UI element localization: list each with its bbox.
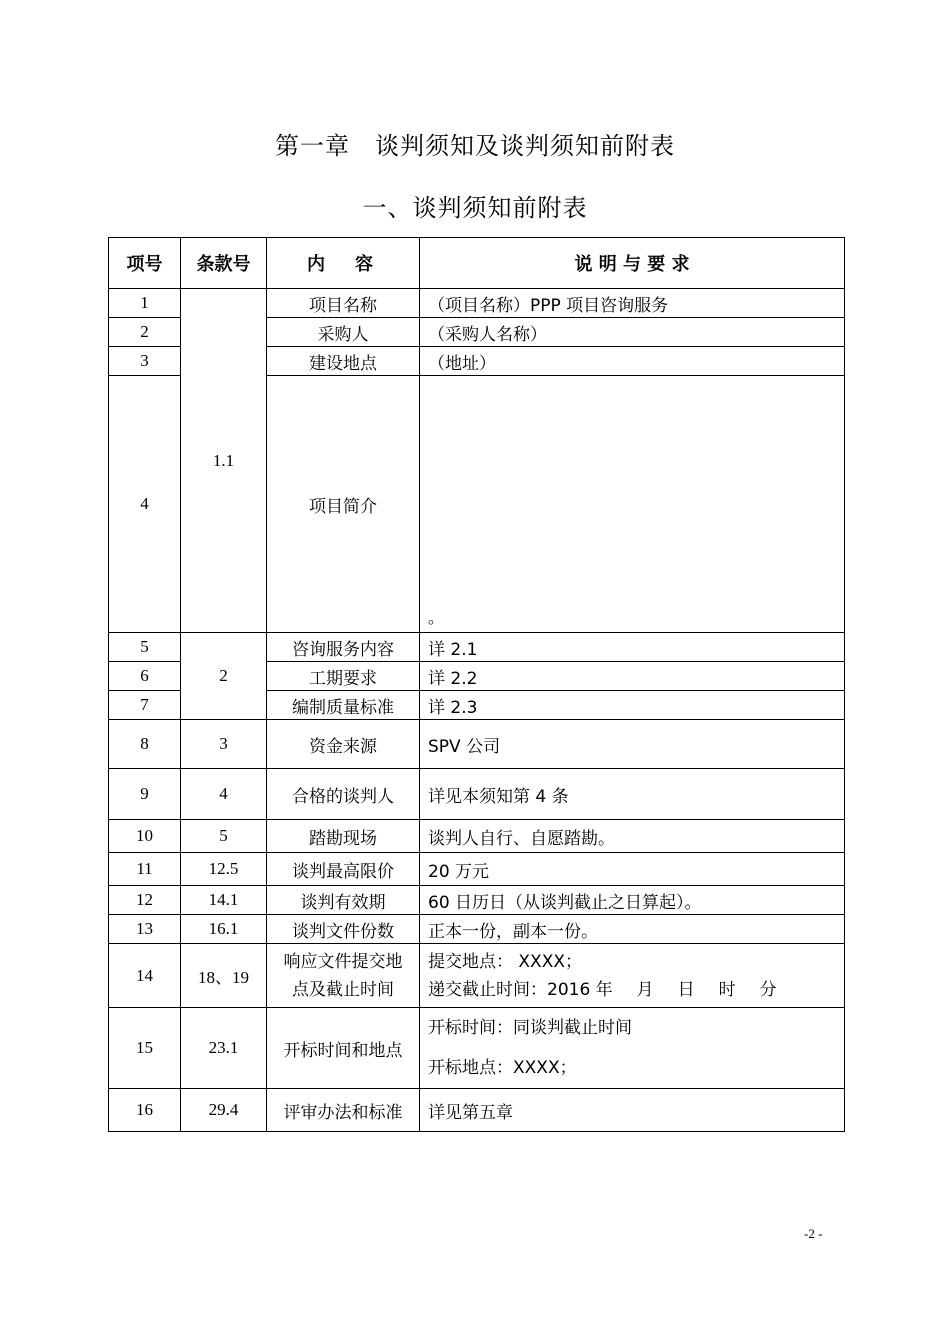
row-item [267, 944, 420, 1008]
row-clause: 29.4 [181, 1089, 267, 1132]
row-desc: 详见本须知第 4 条 [420, 769, 845, 820]
row-desc: 详 2.1 [420, 633, 845, 662]
deadline-day: 日 [677, 979, 695, 1000]
deadline-hour: 时 [718, 979, 736, 1000]
row-no: 9 [109, 769, 181, 820]
table-row [109, 915, 845, 944]
row-desc [420, 1008, 845, 1089]
row-clause: 12.5 [181, 853, 267, 886]
row-desc: 60 日历日（从谈判截止之日算起）。 [420, 886, 845, 915]
header-item-no: 项号 [109, 238, 181, 289]
deadline-minute: 分 [759, 979, 777, 1000]
row-desc: （地址） [420, 347, 845, 376]
table-row [109, 633, 845, 662]
row-item: 采购人 [267, 318, 420, 347]
row-item: 资金来源 [267, 720, 420, 769]
row-clause: 2 [181, 633, 267, 720]
row-item: 建设地点 [267, 347, 420, 376]
table-row [109, 886, 845, 915]
table-row [109, 769, 845, 820]
row-desc-line2: 开标地点：XXXX； [428, 1058, 577, 1078]
row-desc: 谈判人自行、自愿踏勘。 [420, 820, 845, 853]
header-clause-no: 条款号 [181, 238, 267, 289]
header-content: 内 容 [267, 238, 420, 289]
row-desc: 详 2.2 [420, 662, 845, 691]
row-clause: 1.1 [181, 289, 267, 633]
table-row [109, 720, 845, 769]
row-no: 1 [109, 289, 181, 318]
row-desc: 。 [428, 608, 445, 627]
row-no: 5 [109, 633, 181, 662]
row-clause: 18、19 [181, 944, 267, 1008]
project-intro-cell [420, 376, 845, 633]
row-clause: 16.1 [181, 915, 267, 944]
row-item: 踏勘现场 [267, 820, 420, 853]
row-no: 11 [109, 853, 181, 886]
row-desc: SPV 公司 [420, 720, 845, 769]
row-desc: 详 2.3 [420, 691, 845, 720]
row-desc-line1: 开标时间：同谈判截止时间 [428, 1018, 632, 1038]
row-desc: （项目名称）PPP 项目咨询服务 [420, 289, 845, 318]
table-header-row [109, 238, 845, 289]
row-desc-line1: 提交地点： XXXX； [428, 951, 582, 972]
row-no: 2 [109, 318, 181, 347]
table-row [109, 289, 845, 318]
table-row [109, 853, 845, 886]
row-item: 咨询服务内容 [267, 633, 420, 662]
row-no: 16 [109, 1089, 181, 1132]
row-desc: （采购人名称） [420, 318, 845, 347]
row-no: 7 [109, 691, 181, 720]
row-desc-line2 [428, 976, 844, 1004]
row-clause: 23.1 [181, 1008, 267, 1089]
row-no: 8 [109, 720, 181, 769]
section-title: 一、谈判须知前附表 [362, 194, 588, 222]
row-no: 10 [109, 820, 181, 853]
table-row [109, 1089, 845, 1132]
table-row [109, 944, 845, 1008]
row-item-line1: 响应文件提交地 [283, 951, 403, 972]
row-no: 6 [109, 662, 181, 691]
row-no: 3 [109, 347, 181, 376]
page-number: -2 - [804, 1226, 823, 1241]
row-no: 13 [109, 915, 181, 944]
row-item-line2: 点及截止时间 [292, 979, 394, 1000]
row-item: 谈判有效期 [267, 886, 420, 915]
row-clause: 4 [181, 769, 267, 820]
row-item: 开标时间和地点 [267, 1008, 420, 1089]
table-row [109, 1008, 845, 1089]
row-clause: 5 [181, 820, 267, 853]
deadline-month: 月 [636, 979, 654, 1000]
row-no: 14 [109, 944, 181, 1008]
row-clause: 14.1 [181, 886, 267, 915]
row-item: 合格的谈判人 [267, 769, 420, 820]
row-item: 谈判文件份数 [267, 915, 420, 944]
chapter-title: 第一章 谈判须知及谈判须知前附表 [275, 132, 675, 160]
row-no: 12 [109, 886, 181, 915]
row-item: 编制质量标准 [267, 691, 420, 720]
row-item: 谈判最高限价 [267, 853, 420, 886]
header-description: 说 明 与 要 求 [420, 238, 845, 289]
table-row [109, 820, 845, 853]
row-item: 项目名称 [267, 289, 420, 318]
row-desc: 正本一份，副本一份。 [420, 915, 845, 944]
row-desc: 详见第五章 [420, 1089, 845, 1132]
row-no: 15 [109, 1008, 181, 1089]
row-item: 评审办法和标准 [267, 1089, 420, 1132]
row-clause: 3 [181, 720, 267, 769]
row-item: 项目简介 [267, 376, 420, 633]
row-no: 4 [109, 376, 181, 633]
row-desc [420, 944, 845, 1008]
pre-attached-table [108, 237, 845, 1132]
row-desc: 20 万元 [420, 853, 845, 886]
row-item: 工期要求 [267, 662, 420, 691]
deadline-year: 递交截止时间：2016 年 [428, 979, 613, 1000]
